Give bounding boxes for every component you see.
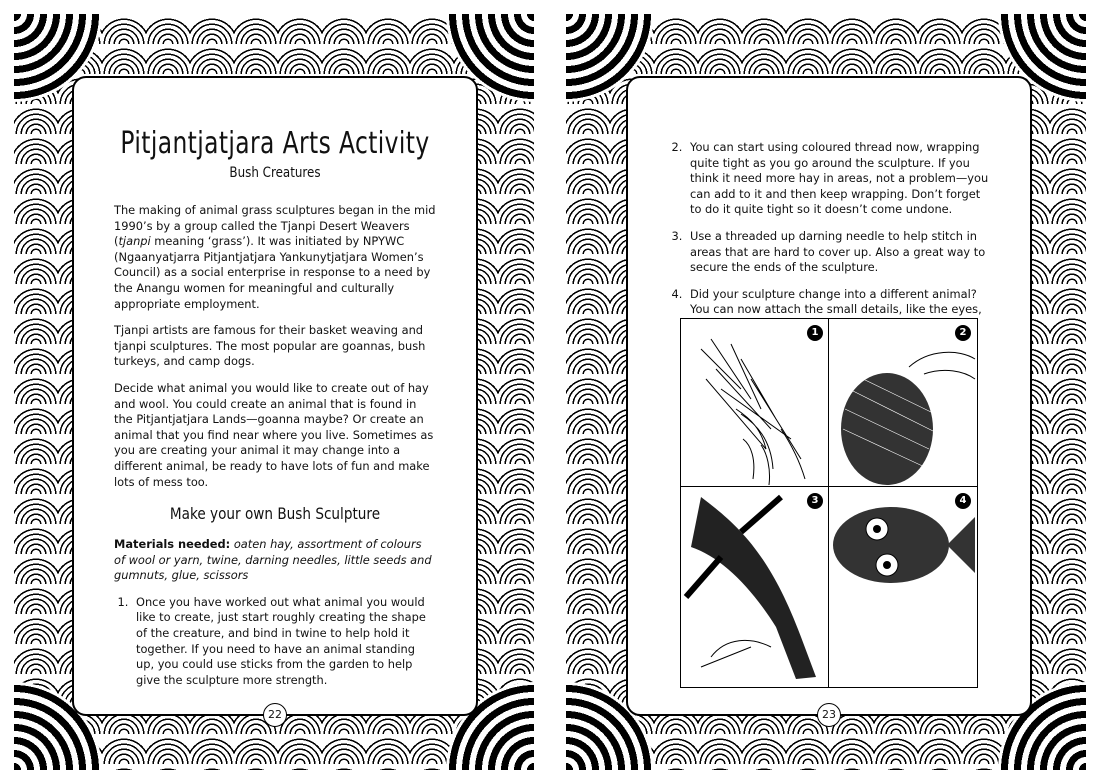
page-number: 22 — [263, 703, 287, 727]
intro-paragraph: The making of animal grass sculptures began in the mid 1990’s by a group called the Tjanpi Desert Weavers (tjanpi meaning ‘grass’). It was initiated by NPYWC (Ngaanyatjarra Pitjantjatjara Yankunytjatjara Women’s Council) as a social enterprise in response to a need by the Anangu women for meaningful and culturally appropriate employment. — [114, 203, 436, 311]
right-content-panel — [626, 76, 1032, 721]
step-3: 3. Use a threaded up darning needle to help stitch in areas that are hard to cover up. Also a great way to secure the ends of the sculpture. — [686, 229, 990, 276]
figure-wrapping-drawing — [681, 487, 829, 687]
illustration-panel-4 — [828, 486, 978, 688]
right-page — [566, 14, 1086, 770]
page-number: 23 — [817, 703, 841, 727]
step-badge: 2 — [955, 325, 971, 341]
materials-paragraph: Materials needed: oaten hay, assortment of colours of wool or yarn, twine, darning needles, little seeds and gumnuts, glue, scissors — [114, 537, 432, 583]
finished-creature-drawing — [829, 487, 977, 687]
step-1: 1. Once you have worked out what animal you would like to create, just start roughly creating the shape of the creature, and bind in twine to help hold it together. If you need to have an animal standing up, you could use sticks from the garden to help give the sculpture more strength. — [132, 595, 436, 689]
illustration-panel-1 — [680, 318, 830, 488]
left-content-panel — [72, 76, 478, 721]
sculpture-steps-illustration — [680, 318, 976, 686]
hay-bundle-drawing — [681, 319, 829, 487]
step-badge: 1 — [807, 325, 823, 341]
page-subtitle: Bush Creatures — [229, 165, 321, 181]
artists-paragraph: Tjanpi artists are famous for their basket weaving and tjanpi sculptures. The most popular are goannas, bush turkeys, and camp dogs. — [114, 323, 426, 369]
illustration-panel-2 — [828, 318, 978, 488]
illustration-panel-3 — [680, 486, 830, 688]
wrapped-body-drawing — [829, 319, 977, 487]
steps-list — [114, 595, 436, 689]
section-title: Make your own Bush Sculpture — [169, 504, 381, 524]
step-4: 4. Did your sculpture change into a different animal? You can now attach the small details, like the eyes, — [686, 287, 990, 334]
step-2: 2. You can start using coloured thread now, wrapping quite tight as you go around the sculpture. If you think it need more hay in areas, not a problem—you can add to it and then keep wrapping. Don’t forget to do it quite tight so it doesn’t come undone. — [686, 140, 990, 218]
step-badge: 3 — [807, 493, 823, 509]
page-title: Pitjantjatjara Arts Activity — [120, 126, 430, 161]
step-badge: 4 — [955, 493, 971, 509]
left-page — [14, 14, 534, 770]
steps-list-continued — [668, 140, 990, 334]
decide-paragraph: Decide what animal you would like to create out of hay and wool. You could create an animal that is found in the Pitjantjatjara Lands—goanna maybe? Or create an animal that you find near where you live. Sometimes as you are creating your animal it may change into a different animal, be ready to have lots of fun and make lots of mess too. — [114, 380, 434, 489]
